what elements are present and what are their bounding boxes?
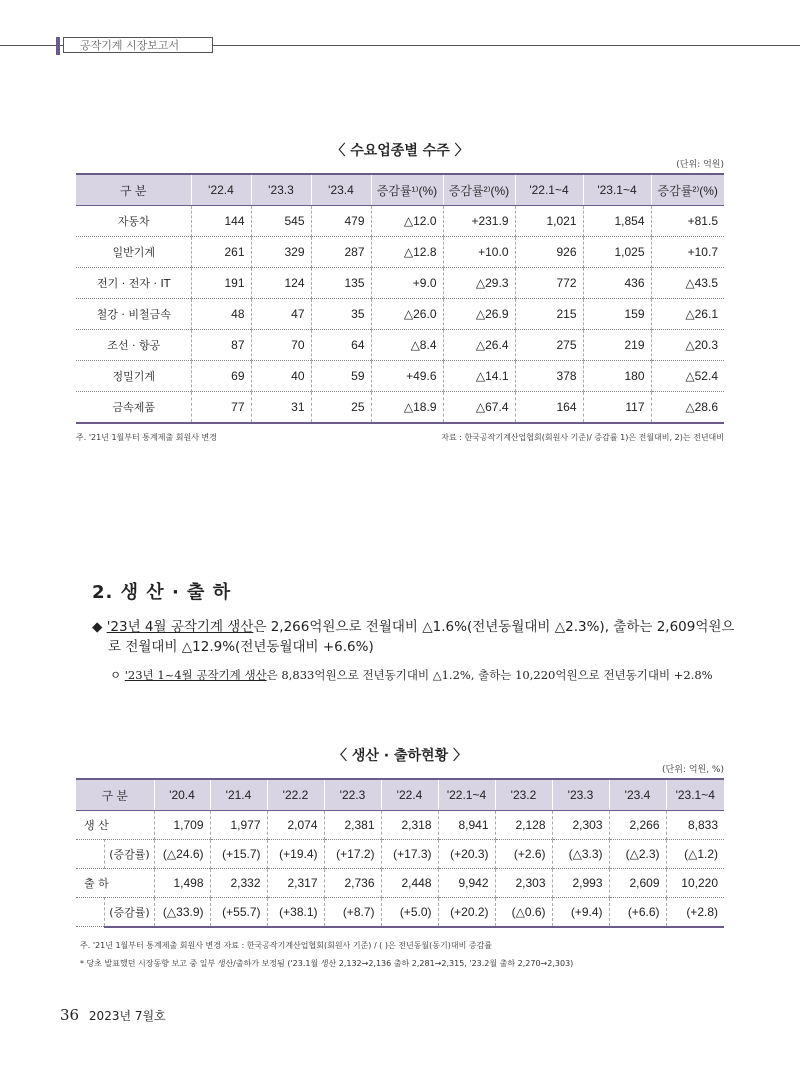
table-cell: △8.4 <box>371 330 443 361</box>
table-cell: (+55.7) <box>210 898 267 927</box>
table-cell: 164 <box>515 392 583 423</box>
table-cell: △12.0 <box>371 206 443 237</box>
bullet-text: 은 2,266억원으로 전월대비 △1.6%(전년동월대비 △2.3%), 출하는 2,609억원으 <box>253 619 735 635</box>
table-cell: △18.9 <box>371 392 443 423</box>
row-label: 출 하 <box>76 869 154 898</box>
table2-caption: 〈 생산 · 출하현황 〉 <box>333 748 467 764</box>
table-cell: 48 <box>191 299 251 330</box>
table-cell: 10,220 <box>666 869 724 898</box>
table-cell: △26.4 <box>443 330 515 361</box>
table2-note2: * 당초 발표했던 시장동향 보고 중 일부 생산/출하가 보정됨 ('23.1월 생산 2,132→2,136 출하 2,281→2,315, '23.2월 출하 2,270→2,303) <box>80 959 574 968</box>
table-cell: 77 <box>191 392 251 423</box>
table-cell: 159 <box>583 299 651 330</box>
table-cell: 135 <box>311 268 371 299</box>
table-cell: (+17.2) <box>324 840 381 869</box>
sub-marker: ㅇ <box>110 668 122 682</box>
table-cell: 772 <box>515 268 583 299</box>
row-spacer <box>76 840 104 869</box>
bullet-underlined: '23년 4월 공작기계 생산 <box>106 619 254 635</box>
table-cell: 275 <box>515 330 583 361</box>
table2-header-cell: 구 분 <box>76 779 154 811</box>
table-row <box>76 840 724 869</box>
row-spacer <box>76 898 104 927</box>
table-cell: 2,736 <box>324 869 381 898</box>
table-cell: +10.0 <box>443 237 515 268</box>
table-cell: (+6.6) <box>609 898 666 927</box>
table-cell: 70 <box>251 330 311 361</box>
header-accent <box>56 37 60 55</box>
table1-header-cell: '23.3 <box>251 174 311 206</box>
table-cell: (△24.6) <box>154 840 210 869</box>
table-cell: 2,381 <box>324 811 381 840</box>
table-cell: △14.1 <box>443 361 515 392</box>
table-cell: (△33.9) <box>154 898 210 927</box>
row-label: 정밀기계 <box>76 361 191 392</box>
table-cell: +10.7 <box>651 237 724 268</box>
page-footer <box>60 1006 166 1024</box>
table-cell: 2,266 <box>609 811 666 840</box>
table1-header-cell: '23.4 <box>311 174 371 206</box>
table2-header-cell: '23.3 <box>552 779 609 811</box>
table1-header-cell: 구 분 <box>76 174 191 206</box>
table-cell: (+9.4) <box>552 898 609 927</box>
table-cell: 436 <box>583 268 651 299</box>
table2-header-cell: '23.4 <box>609 779 666 811</box>
table-cell: 1,025 <box>583 237 651 268</box>
table-cell: (+19.4) <box>267 840 324 869</box>
table2-header-cell: '22.1~4 <box>438 779 495 811</box>
table-cell: 144 <box>191 206 251 237</box>
section-bullet <box>92 617 742 637</box>
table-cell: 2,448 <box>381 869 438 898</box>
row-label: 생 산 <box>76 811 154 840</box>
table-cell: 59 <box>311 361 371 392</box>
table-cell: 1,709 <box>154 811 210 840</box>
table-cell: 180 <box>583 361 651 392</box>
table1-header-cell: '22.4 <box>191 174 251 206</box>
table-cell: 2,609 <box>609 869 666 898</box>
table-cell: (+2.6) <box>495 840 552 869</box>
table-cell: 117 <box>583 392 651 423</box>
table-cell: (+38.1) <box>267 898 324 927</box>
table1-note-left: 주. '21년 1월부터 통계제출 회원사 변경 <box>76 433 217 442</box>
table-cell: (+17.3) <box>381 840 438 869</box>
table-row <box>76 330 724 361</box>
table-cell: 31 <box>251 392 311 423</box>
row-label: 철강 · 비철금속 <box>76 299 191 330</box>
table1-unit: (단위: 억원) <box>676 160 724 170</box>
row-label: 일반기계 <box>76 237 191 268</box>
table-row <box>76 268 724 299</box>
table-cell: 926 <box>515 237 583 268</box>
table-cell: 2,317 <box>267 869 324 898</box>
table-cell: 261 <box>191 237 251 268</box>
table-cell: 2,993 <box>552 869 609 898</box>
table-cell: △26.1 <box>651 299 724 330</box>
table-cell: 1,854 <box>583 206 651 237</box>
bullet-marker: ◆ <box>92 619 103 635</box>
table-cell: +9.0 <box>371 268 443 299</box>
table-row <box>76 299 724 330</box>
table-cell: △52.4 <box>651 361 724 392</box>
table-cell: △20.3 <box>651 330 724 361</box>
table-cell: +231.9 <box>443 206 515 237</box>
issue-label: 2023년 7월호 <box>88 1009 166 1023</box>
table-cell: (△2.3) <box>609 840 666 869</box>
row-label: (증감률) <box>104 840 154 869</box>
table2-header-cell: '23.1~4 <box>666 779 724 811</box>
sub-text: 은 8,833억원으로 전년동기대비 △1.2%, 출하는 10,220억원으로 전년동기대비 +2.8% <box>266 668 713 682</box>
table1-note-right: 자료 : 한국공작기계산업협회(회원사 기준)/ 증감률 1)은 전월대비, 2)는 전년대비 <box>441 433 724 442</box>
table-row <box>76 237 724 268</box>
table-cell: (+2.8) <box>666 898 724 927</box>
table2-header-cell: '22.4 <box>381 779 438 811</box>
table-cell: (△1.2) <box>666 840 724 869</box>
table-cell: 2,332 <box>210 869 267 898</box>
table-cell: (△3.3) <box>552 840 609 869</box>
table-row <box>76 361 724 392</box>
table1-header-cell: 증감률²⁾(%) <box>651 174 724 206</box>
table-cell: 479 <box>311 206 371 237</box>
row-label: 자동차 <box>76 206 191 237</box>
table-row <box>76 206 724 237</box>
table-cell: (+5.0) <box>381 898 438 927</box>
table1-header-cell: '22.1~4 <box>515 174 583 206</box>
table-cell: 47 <box>251 299 311 330</box>
row-label: 금속제품 <box>76 392 191 423</box>
table-cell: 40 <box>251 361 311 392</box>
table2-note1: 주. '21년 1월부터 통계제출 회원사 변경 자료 : 한국공작기계산업협회(회원사 기준) / ( )은 전년동월(동기)대비 증감률 <box>80 941 493 950</box>
section-title: 2. 생 산 · 출 하 <box>92 582 232 603</box>
table-cell: △12.8 <box>371 237 443 268</box>
table-row <box>76 869 724 898</box>
table-cell: (+15.7) <box>210 840 267 869</box>
table1-caption: 〈 수요업종별 수주 〉 <box>331 143 469 159</box>
table-cell: 329 <box>251 237 311 268</box>
section-sub-bullet <box>110 667 713 683</box>
table-cell: 2,318 <box>381 811 438 840</box>
table-cell: 2,128 <box>495 811 552 840</box>
table-cell: 545 <box>251 206 311 237</box>
table-cell: 378 <box>515 361 583 392</box>
table-cell: △28.6 <box>651 392 724 423</box>
table-cell: 2,303 <box>552 811 609 840</box>
table-row <box>76 898 724 927</box>
table2-header-cell: '22.2 <box>267 779 324 811</box>
table-cell: 124 <box>251 268 311 299</box>
table2 <box>76 778 724 928</box>
table-cell: 1,498 <box>154 869 210 898</box>
table-cell: 35 <box>311 299 371 330</box>
sub-underlined: '23년 1~4월 공작기계 생산 <box>124 668 267 682</box>
table-cell: 1,977 <box>210 811 267 840</box>
table-cell: 25 <box>311 392 371 423</box>
table1-header-cell: '23.1~4 <box>583 174 651 206</box>
table-cell: +81.5 <box>651 206 724 237</box>
table-cell: 215 <box>515 299 583 330</box>
table-cell: 287 <box>311 237 371 268</box>
table-cell: 191 <box>191 268 251 299</box>
table-cell: (+20.2) <box>438 898 495 927</box>
row-label: 조선 · 항공 <box>76 330 191 361</box>
table2-header-cell: '22.3 <box>324 779 381 811</box>
table2-header-cell: '23.2 <box>495 779 552 811</box>
bullet-line2: 로 전월대비 △12.9%(전년동월대비 +6.6%) <box>108 639 374 655</box>
table-cell: △29.3 <box>443 268 515 299</box>
table-cell: 9,942 <box>438 869 495 898</box>
table-cell: 87 <box>191 330 251 361</box>
table1-header-cell: 증감률¹⁾(%) <box>371 174 443 206</box>
table-cell: △67.4 <box>443 392 515 423</box>
table-cell: △43.5 <box>651 268 724 299</box>
table2-header-cell: '21.4 <box>210 779 267 811</box>
table-cell: (△0.6) <box>495 898 552 927</box>
table2-header-cell: '20.4 <box>154 779 210 811</box>
table-cell: 8,833 <box>666 811 724 840</box>
table-cell: +49.6 <box>371 361 443 392</box>
table-cell: △26.0 <box>371 299 443 330</box>
table2-unit: (단위: 억원, %) <box>662 765 724 775</box>
table-cell: 69 <box>191 361 251 392</box>
table-cell: 1,021 <box>515 206 583 237</box>
table-cell: △26.9 <box>443 299 515 330</box>
table1-header-cell: 증감률²⁾(%) <box>443 174 515 206</box>
table-cell: 2,303 <box>495 869 552 898</box>
table1 <box>76 173 724 424</box>
table-cell: (+8.7) <box>324 898 381 927</box>
table-row <box>76 392 724 423</box>
table-cell: 219 <box>583 330 651 361</box>
table-cell: 2,074 <box>267 811 324 840</box>
table-row <box>76 811 724 840</box>
table-cell: 64 <box>311 330 371 361</box>
table-cell: 8,941 <box>438 811 495 840</box>
row-label: (증감률) <box>104 898 154 927</box>
header-title: 공작기계 시장보고서 <box>63 37 213 53</box>
row-label: 전기 · 전자 · IT <box>76 268 191 299</box>
table-cell: (+20.3) <box>438 840 495 869</box>
page-number: 36 <box>60 1006 80 1024</box>
